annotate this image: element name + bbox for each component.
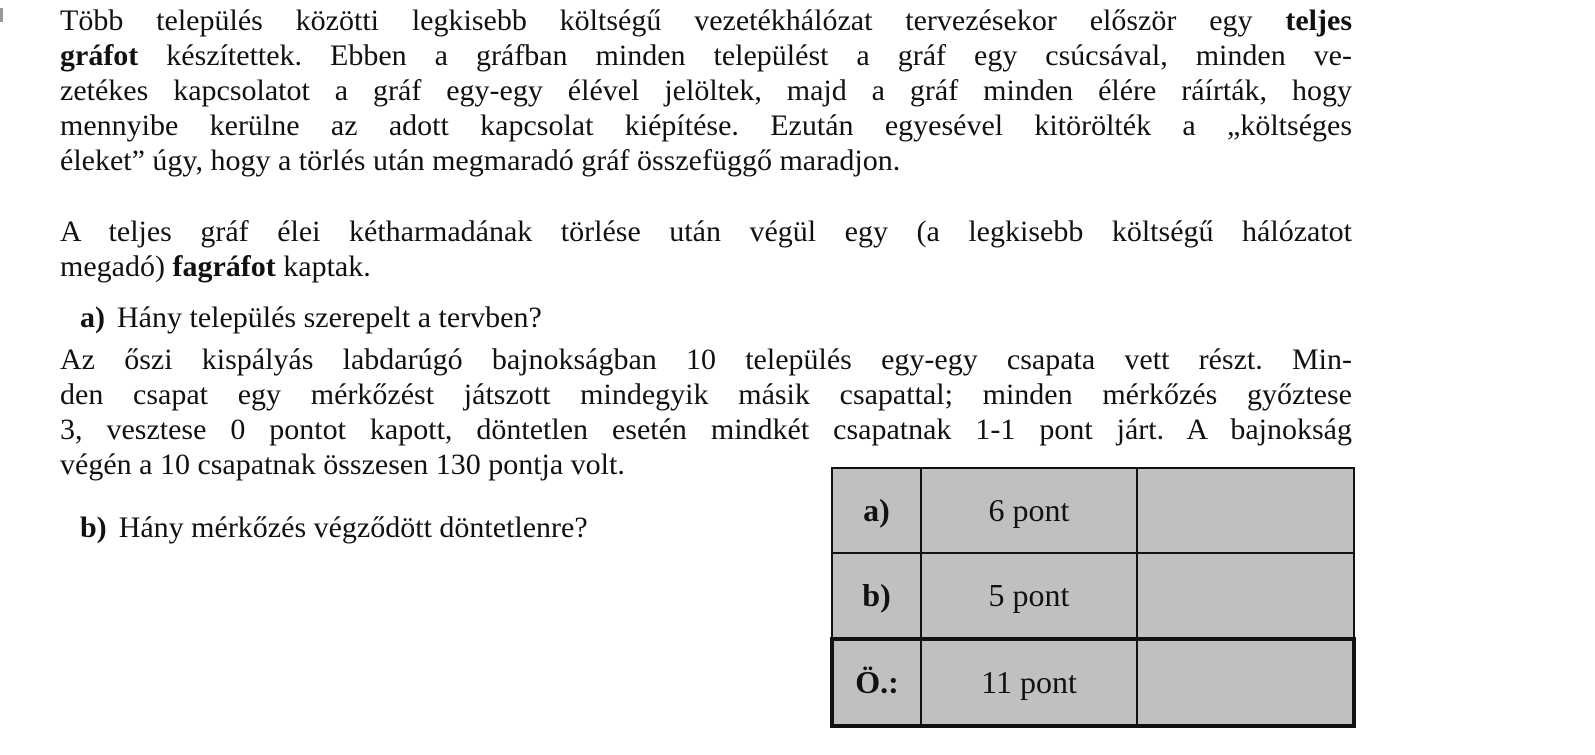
paragraph-line: Az őszi kispályás labdarúgó bajnokságban 10 település egy-egy csapata vett részt. Min- [60,343,1352,376]
text-run: Több település közötti legkisebb költségű vezetékhálózat tervezésekor először egy [60,4,1286,37]
bold-term: fagráfot [172,250,276,283]
score-total-row [832,639,1354,726]
question-label: b) [80,511,107,544]
paragraph-line: végén a 10 csapatnak összesen 130 pontja volt. [60,448,625,481]
score-row [832,468,1354,553]
paragraph-line [60,38,1352,73]
score-max-points: 5 pont [921,553,1137,639]
paragraph-line: éleket” úgy, hogy a törlés után megmaradó gráf összefüggő maradjon. [60,144,901,177]
text-run: megadó) [60,250,173,283]
question-label: a) [80,301,105,334]
margin-mark [0,8,3,22]
score-row [832,553,1354,639]
paragraph-line: A teljes gráf élei kétharmadának törlése után végül egy (a legkisebb költségű hálózatot [60,215,1352,248]
question-b [80,510,588,545]
problem-paragraph-3 [60,342,1352,482]
score-part-label: b) [832,553,921,639]
score-total-points: 11 pont [921,639,1137,726]
paragraph-line [60,249,1352,284]
paragraph-line: 3, vesztese 0 pontot kapott, döntetlen esetén mindkét csapatnak 1-1 pont járt. A bajnokság [60,413,1352,446]
question-text: Hány mérkőzés végződött döntetlenre? [118,511,588,544]
problem-paragraph-2 [60,214,1352,284]
question-a [80,300,542,335]
problem-paragraph-1 [60,3,1352,178]
bold-term: gráfot [60,39,139,72]
score-part-label: a) [832,468,921,553]
score-awarded-cell [1137,639,1354,726]
score-awarded-cell [1137,468,1354,553]
paragraph-line [60,3,1352,38]
text-run: kaptak. [275,250,371,283]
bold-term: teljes [1285,4,1352,37]
score-total-label: Ö.: [832,639,921,726]
text-run: készítettek. Ebben a gráfban minden települést a gráf egy csúcsával, minden ve- [138,39,1352,72]
paragraph-line: zetékes kapcsolatot a gráf egy-egy élével jelöltek, majd a gráf minden élére ráírták, hogy [60,74,1352,107]
paragraph-line: mennyibe kerülne az adott kapcsolat kiépítése. Ezután egyesével kitörölték a „költséges [60,109,1352,142]
score-max-points: 6 pont [921,468,1137,553]
paragraph-line: den csapat egy mérkőzést játszott mindegyik másik csapattal; minden mérkőzés győztese [60,378,1352,411]
score-table [830,467,1356,728]
score-awarded-cell [1137,553,1354,639]
question-text: Hány település szerepelt a tervben? [117,301,542,334]
